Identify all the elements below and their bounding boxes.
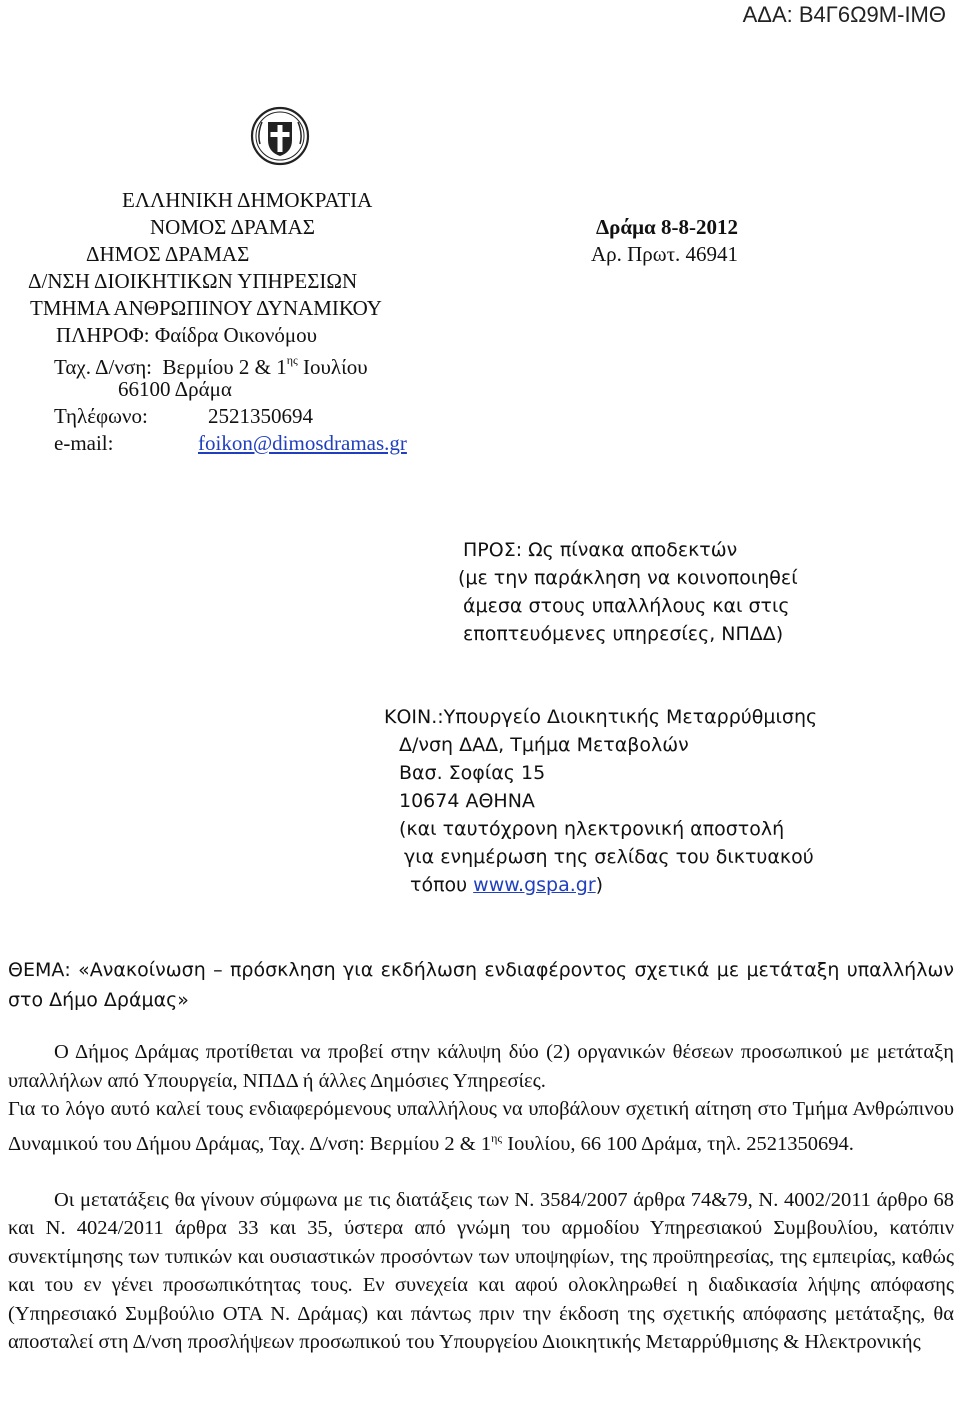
- koin-city: 10674 ΑΘΗΝΑ: [399, 790, 535, 812]
- paragraph-1: Ο Δήμος Δράμας προτίθεται να προβεί στην κάλυψη δύο (2) οργανικών θέσεων προσωπικού με μετάταξη υπαλλήλων από Υπουργεία, ΝΠΔΔ ή άλλες Δημόσιες Υπηρεσίες.: [8, 1041, 954, 1092]
- recipient-note-3: εποπτευόμενες υπηρεσίες, ΝΠΔΔ): [463, 623, 784, 645]
- gspa-link[interactable]: www.gspa.gr: [473, 874, 596, 896]
- sender-country: ΕΛΛΗΝΙΚΗ ΔΗΜΟΚΡΑΤΙΑ: [122, 188, 373, 212]
- ada-code: ΑΔΑ: Β4Γ6Ω9Μ-ΙΜΘ: [742, 2, 946, 27]
- address-month: Ιουλίου: [297, 355, 368, 379]
- doc-protocol: Αρ. Πρωτ. 46941: [591, 242, 739, 266]
- sender-prefecture: ΝΟΜΟΣ ΔΡΑΜΑΣ: [150, 215, 315, 239]
- body-text: [8, 1038, 954, 1357]
- paragraph-2-text: Για το λόγο αυτό καλεί τους ενδιαφερόμενους υπαλλήλους να υποβάλουν σχετική αίτηση στο Τμήμα Ανθρώπινου Δυναμικού του Δήμου Δράμας, Ταχ. Δ/νση: Βερμίου 2 & 1: [8, 1098, 954, 1155]
- paragraph-2-sup: ης: [491, 1130, 503, 1145]
- address-label: Ταχ. Δ/νση:: [54, 355, 153, 379]
- koin-ministry: ΚΟΙΝ.:Υπουργείο Διοικητικής Μεταρρύθμισης: [384, 706, 818, 728]
- recipient-note-2: άμεσα στους υπαλλήλους και στις: [463, 595, 790, 617]
- address-sup: ης: [286, 353, 298, 367]
- greek-state-emblem: [248, 104, 312, 168]
- subject: ΘΕΜΑ: «Ανακοίνωση – πρόσκληση για εκδήλωση ενδιαφέροντος σχετικά με μετάταξη υπαλλήλων στο Δήμο Δράμας»: [8, 959, 954, 1011]
- koin-note-2: για ενημέρωση της σελίδας του δικτυακού: [404, 846, 814, 868]
- sender-info: ΠΛΗΡΟΦ: Φαίδρα Οικονόμου: [56, 323, 318, 347]
- koin-note-3: [410, 873, 603, 897]
- email-label: e-mail:: [54, 431, 114, 455]
- phone-value: 2521350694: [208, 404, 313, 428]
- sender-address: [54, 350, 368, 379]
- doc-date: Δράμα 8-8-2012: [596, 215, 738, 239]
- sender-postal: 66100 Δράμα: [118, 377, 232, 401]
- email-link[interactable]: foikon@dimosdramas.gr: [198, 431, 407, 455]
- koin-site-prefix: τόπου: [410, 874, 474, 896]
- koin-street: Βασ. Σοφίας 15: [399, 762, 546, 784]
- paragraph-2: [8, 1095, 954, 1158]
- koin-site-suffix: ): [595, 874, 604, 896]
- paragraph-3: Οι μετατάξεις θα γίνουν σύμφωνα με τις διατάξεις των Ν. 3584/2007 άρθρα 74&79, Ν. 4002/2011 άρθρο 68 και Ν. 4024/2011 άρθρα 33 και 35, ύστερα από γνώμη του αρμοδίου Υπηρεσιακού Συμβουλίου, κατόπιν συνεκτίμησης των τυπικών και ουσιαστικών προσόντων των υποψηφίων, της προϋπηρεσίας, της εμπειρίας, καθώς και του εν γένει προσωπικότητας τους. Εν συνεχεία και αφού ολοκληρωθεί η διαδικασία λήψης απόφασης (Υπηρεσιακό Συμβούλιο ΟΤΑ Ν. Δράμας) και πάντως πριν την έκδοση της σχετικής απόφασης μετάταξης, θα αποσταλεί στη Δ/νση προσλήψεων προσωπικού του Υπουργείου Διοικητικής Μεταρρύθμισης & Ηλεκτρονικής: [8, 1188, 954, 1354]
- koin-directorate: Δ/νση ΔΑΔ, Τμήμα Μεταβολών: [399, 734, 689, 756]
- address-value: Βερμίου 2 & 1: [162, 355, 287, 379]
- koin-note-1: (και ταυτόχρονη ηλεκτρονική αποστολή: [399, 818, 785, 840]
- sender-directorate: Δ/ΝΣΗ ΔΙΟΙΚΗΤΙΚΩΝ ΥΠΗΡΕΣΙΩΝ: [28, 269, 358, 293]
- recipient-note-1: (με την παράκληση να κοινοποιηθεί: [458, 567, 798, 589]
- recipient-to: ΠΡΟΣ: Ως πίνακα αποδεκτών: [463, 539, 738, 561]
- sender-municipality: ΔΗΜΟΣ ΔΡΑΜΑΣ: [86, 242, 250, 266]
- phone-label: Τηλέφωνο:: [54, 404, 148, 428]
- sender-department: ΤΜΗΜΑ ΑΝΘΡΩΠΙΝΟΥ ΔΥΝΑΜΙΚΟΥ: [30, 296, 382, 320]
- paragraph-2-end: Ιουλίου, 66 100 Δράμα, τηλ. 2521350694.: [502, 1132, 854, 1155]
